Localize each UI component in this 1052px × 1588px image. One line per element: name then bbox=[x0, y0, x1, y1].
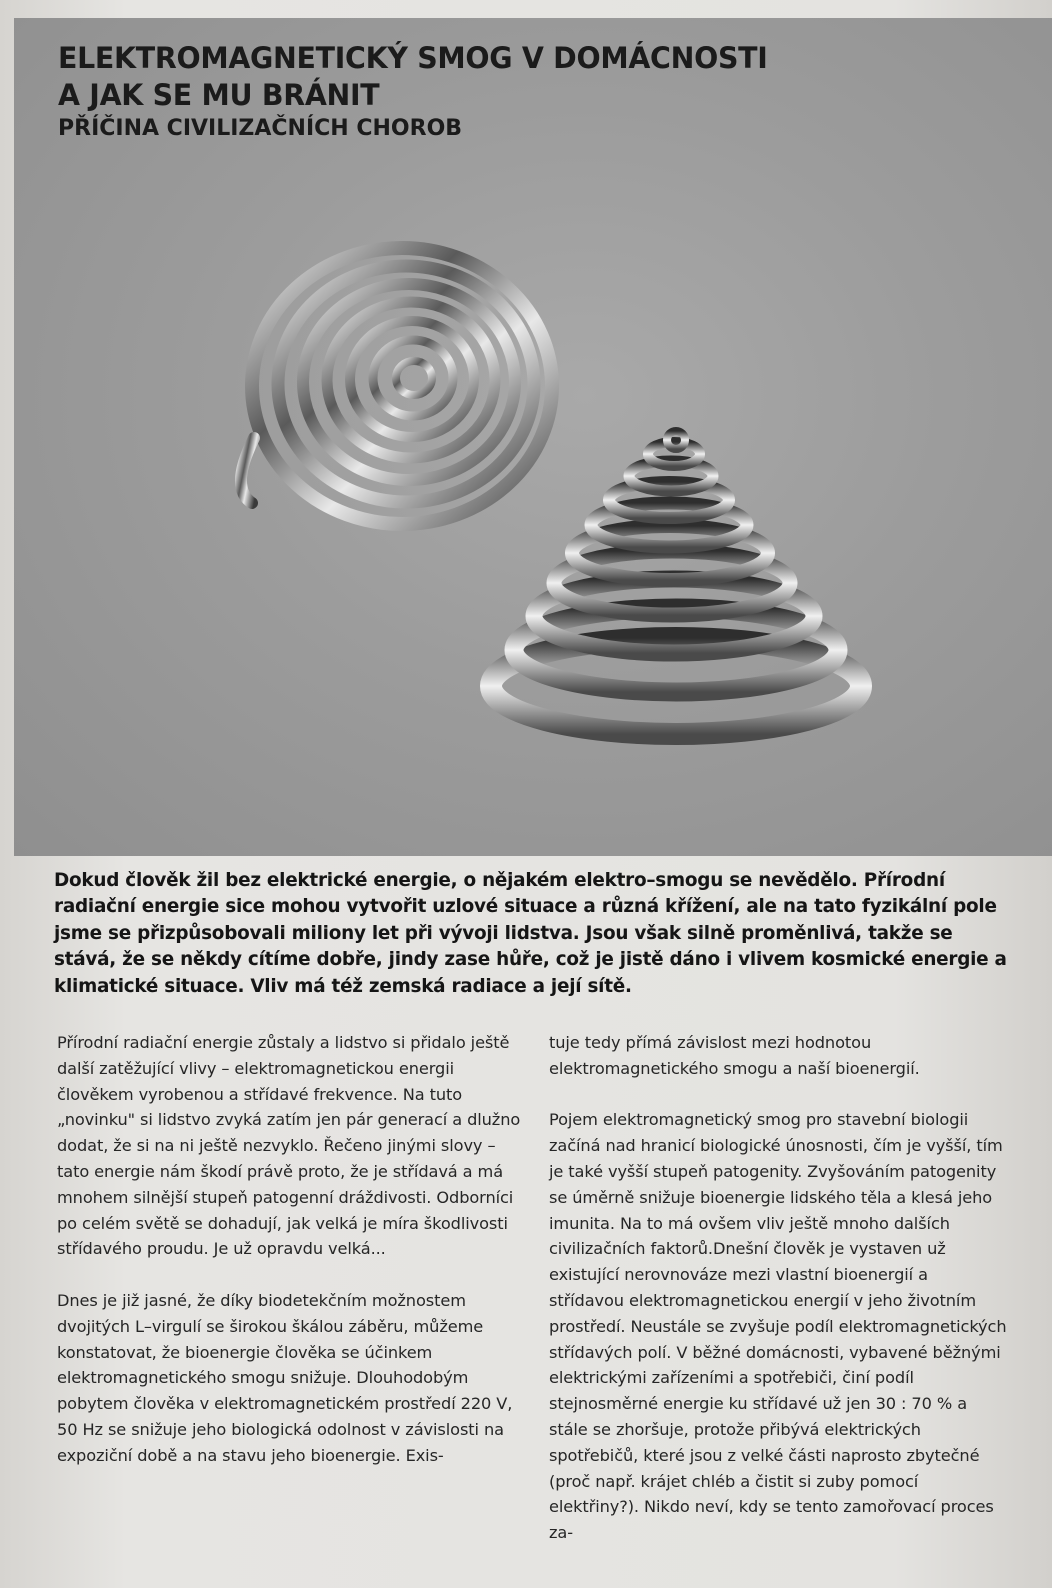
text-column-left bbox=[57, 1030, 527, 1494]
body-paragraph: tuje tedy přímá závislost mezi hodnotou elektromagnetického smogu a naší bioenergií. bbox=[549, 1033, 920, 1078]
article-title-line-2: A JAK SE MU BRÁNIT bbox=[58, 78, 380, 112]
lead-paragraph: Dokud člověk žil bez elektrické energie, o nějakém elektro–smogu se nevědělo. Přírodní radiační energie sice mohou vytvořit uzlové situace a různá křížení, ale na tato fyzikální pole jsme se přizpůsobovali miliony let při vývoji lidstva. Jsou však silně proměnlivá, takže se stává, že se někdy cítíme dobře, jindy zase hůře, což je jistě dáno i vlivem kosmické energie a klimatické situace. Vliv má též zemská radiace a její sítě. bbox=[54, 870, 1007, 997]
article-subtitle: PŘÍČINA CIVILIZAČNÍCH CHOROB bbox=[58, 116, 463, 141]
spiral-photo bbox=[14, 18, 1052, 856]
flat-spiral-icon bbox=[241, 248, 552, 524]
body-paragraph: Pojem elektromagnetický smog pro stavební biologii začíná nad hranicí biologické únosnosti, čím je vyšší, tím je také vyšší stupeň patogenity. Zvyšováním patogenity se úměrně snižuje bioenergie lidského těla a klesá jeho imunita. Na to má ovšem vliv ještě mnoho dalších civilizačních faktorů.Dnešní člověk je vystaven už existující nerovnováze mezi vlastní bioenergií a střídavou elektromagnetickou energií v jeho životním prostředí. Neustále se zvyšuje podíl elektromagnetických střídavých polí. V běžné domácnosti, vybavené běžnými elektrickými zařízeními a spotřebiči, činí podíl stejnosměrné energie ku střídavé už jen 30 : 70 % a stále se zhoršuje, protože přibývá elektrických spotřebičů, které jsou z velké části naprosto zbytečné (proč např. krájet chléb a čistit si zuby pomocí elektřiny?). Nikdo neví, kdy se tento zamořovací proces za- bbox=[549, 1110, 1007, 1543]
cone-spiral-icon bbox=[491, 431, 861, 734]
text-column-right bbox=[549, 1030, 1007, 1572]
body-paragraph: Dnes je již jasné, že díky biodetekčním možnostem dvojitých L–virgulí se širokou škálou záběru, můžeme konstatovat, že bioenergie člověka se účinkem elektromagnetického smogu snižuje. Dlouhodobým pobytem člověka v elektromagnetickém prostředí 220 V, 50 Hz se snižuje jeho biologická odolnost v závislosti na expoziční době a na stavu jeho bioenergie. Exis- bbox=[57, 1290, 513, 1465]
body-paragraph: Přírodní radiační energie zůstaly a lidstvo si přidalo ještě další zatěžující vlivy – elektromagnetickou energii člověkem vyrobenou a střídavé frekvence. Na tuto „novinku" si lidstvo zvyká zatím jen pár generací a dlužno dodat, že si na ni ještě nezvyklo. Řečeno jinými slovy – tato energie nám škodí právě proto, že je střídavá a má mnohem silnější stupeň patogenní dráždivosti. Odborníci po celém světě se dohadují, jak velká je míra škodlivosti střídavého proudu. Je už opravdu velká... bbox=[57, 1033, 521, 1259]
article-title-line-1: ELEKTROMAGNETICKÝ SMOG V DOMÁCNOSTI bbox=[58, 41, 768, 75]
article-title bbox=[58, 40, 768, 114]
